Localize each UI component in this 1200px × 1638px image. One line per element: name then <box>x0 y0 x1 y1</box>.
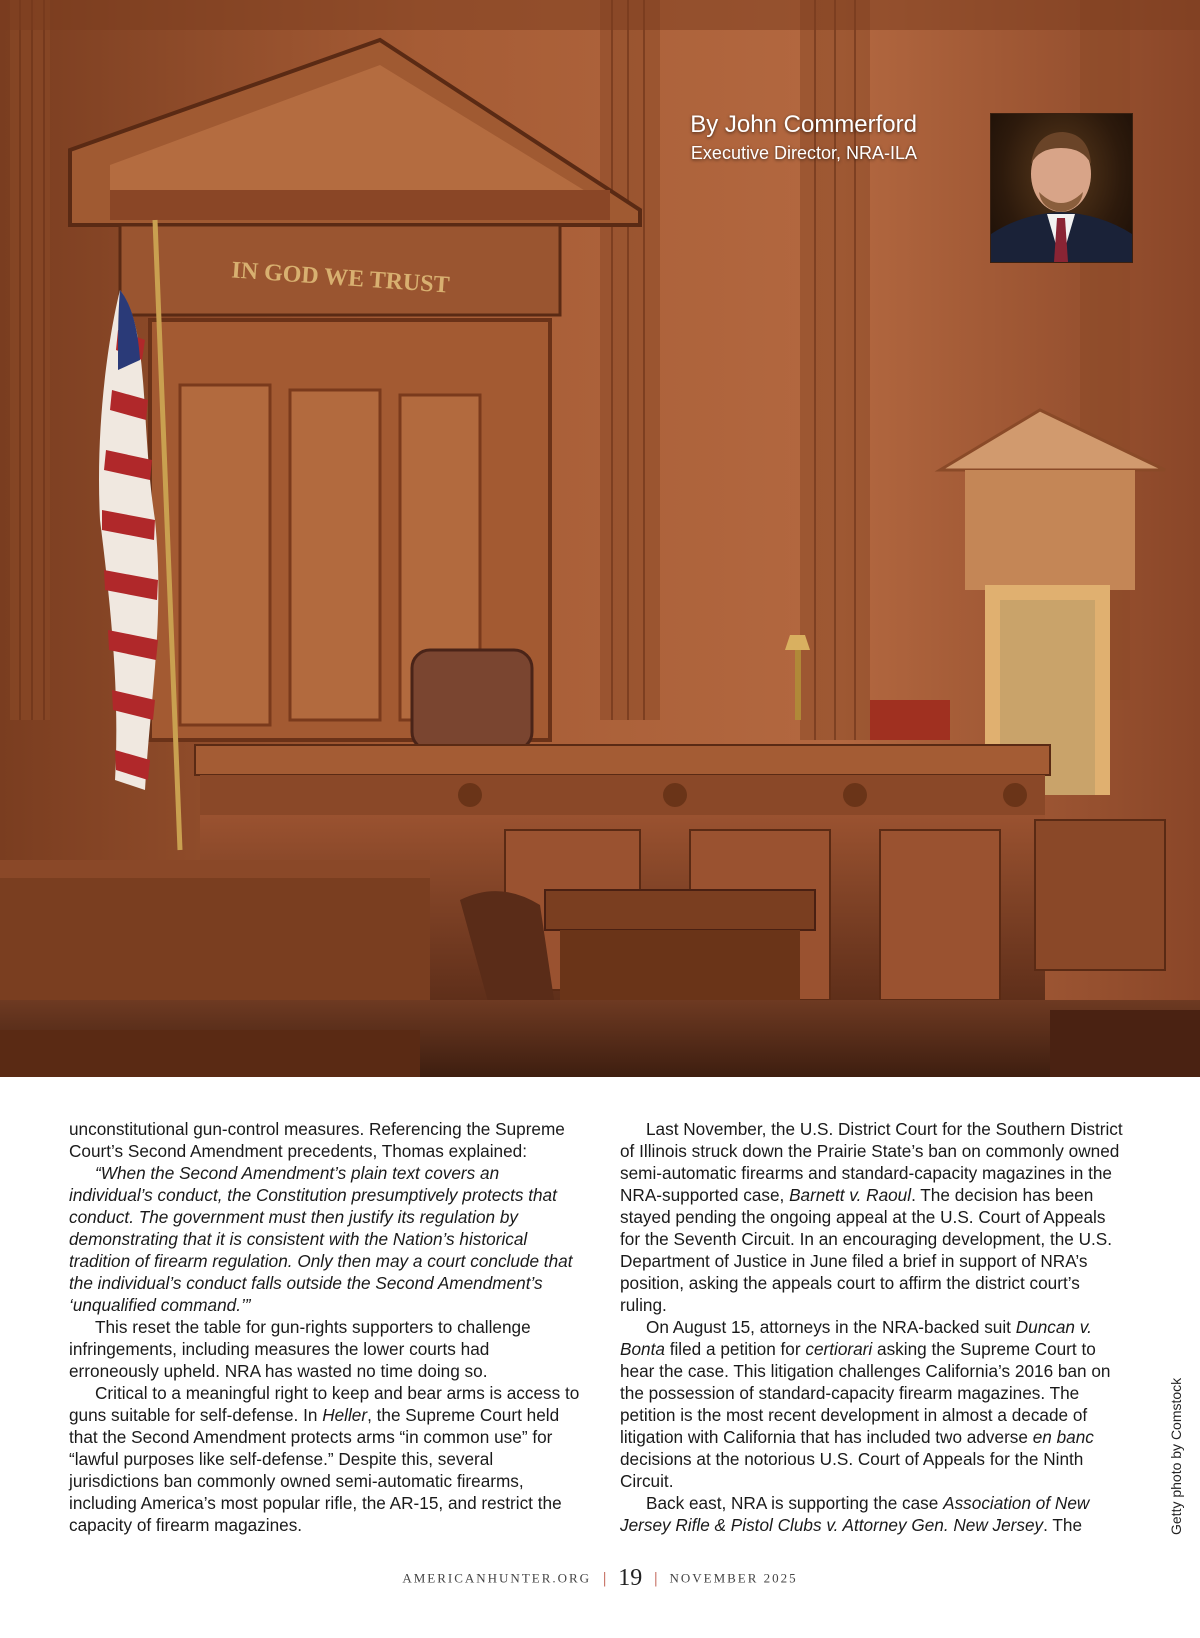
footer-divider: | <box>654 1569 658 1587</box>
pull-quote: “When the Second Amendment’s plain text covers an individual’s conduct, the Constitution presumptively protects that conduct. The government must then justify its regulation by demonstrating that it is consistent with the Nation’s historical tradition of firearm regulation. Only then may a court conclude that the individual’s conduct falls outside the Second Amendment’s ‘unqualified command.’” <box>69 1163 573 1315</box>
page-footer <box>0 1565 1200 1592</box>
paragraph-text: unconstitutional gun-control measures. Referencing the Supreme Court’s Second Amendment precedents, Thomas explained: <box>69 1119 565 1161</box>
author-title: Executive Director, NRA-ILA <box>690 143 917 163</box>
paragraph-text: decisions at the notorious U.S. Court of Appeals for the Ninth Circuit. <box>620 1449 1084 1491</box>
paragraph <box>620 1118 1130 1316</box>
article-column-right <box>620 1118 1130 1536</box>
paragraph <box>69 1118 581 1162</box>
author-portrait <box>990 113 1133 263</box>
portrait-illustration <box>991 114 1132 262</box>
paragraph-text: asking the Supreme Court to hear the case. This litigation challenges California’s 2016 ban on the possession of standard-capacity firearm magazines. The petition is the most recent development in almost a decade of litigation with California that has included two adverse <box>620 1339 1111 1447</box>
case-name: Association of New Jersey Rifle & Pistol Clubs v. Attorney Gen. New Jersey <box>620 1493 1090 1535</box>
author-name: By John Commerford <box>690 111 917 138</box>
paragraph-text: On August 15, attorneys in the NRA-backed suit <box>646 1317 1016 1337</box>
paragraph-text: Back east, NRA is supporting the case <box>646 1493 944 1513</box>
footer-divider: | <box>603 1569 607 1587</box>
engraving-text: IN GOD WE TRUST <box>230 257 451 299</box>
paragraph <box>620 1316 1130 1492</box>
paragraph <box>620 1492 1130 1536</box>
paragraph-text: filed a petition for <box>664 1339 806 1359</box>
paragraph <box>69 1382 581 1536</box>
legal-term: en banc <box>1032 1427 1094 1447</box>
case-name: Barnett v. Raoul <box>789 1185 912 1205</box>
page-number: 19 <box>618 1565 643 1591</box>
photo-credit: Getty photo by Comstock <box>1168 1377 1184 1535</box>
footer-date: NOVEMBER 2025 <box>669 1570 798 1586</box>
footer-site: AMERICANHUNTER.ORG <box>402 1570 592 1586</box>
author-byline <box>690 110 917 166</box>
paragraph-text: Critical to a meaningful right to keep and bear arms is access to guns suitable for self-defense. In <box>69 1383 580 1425</box>
paragraph: This reset the table for gun-rights supporters to challenge infringements, including measures the lower courts had erroneously upheld. NRA has wasted no time doing so. <box>69 1317 531 1381</box>
legal-term: certiorari <box>805 1339 873 1359</box>
case-name: Duncan v. Bonta <box>620 1317 1092 1359</box>
paragraph-text: , the Supreme Court held that the Second Amendment protects arms “in common use” for “lawful purposes like self-defense.” Despite this, several jurisdictions ban commonly owned semi-automatic firearms, including America’s most popular rifle, the AR-15, and restrict the capacity of firearm magazines. <box>69 1405 562 1535</box>
paragraph-text: Last November, the U.S. District Court for the Southern District of Illinois struck down the Prairie State’s ban on commonly owned semi-automatic firearms and standard-capacity magazines in the NRA-supported case, <box>620 1119 1123 1205</box>
paragraph-text: . The <box>1043 1515 1083 1535</box>
case-name: Heller <box>322 1405 368 1425</box>
paragraph-text: . The decision has been stayed pending the ongoing appeal at the U.S. Court of Appeals for the Seventh Circuit. In an encouraging development, the U.S. Department of Justice in June filed a brief in support of NRA’s position, asking the appeals court to affirm the district court’s ruling. <box>620 1185 1113 1315</box>
article-column-left <box>69 1118 581 1536</box>
